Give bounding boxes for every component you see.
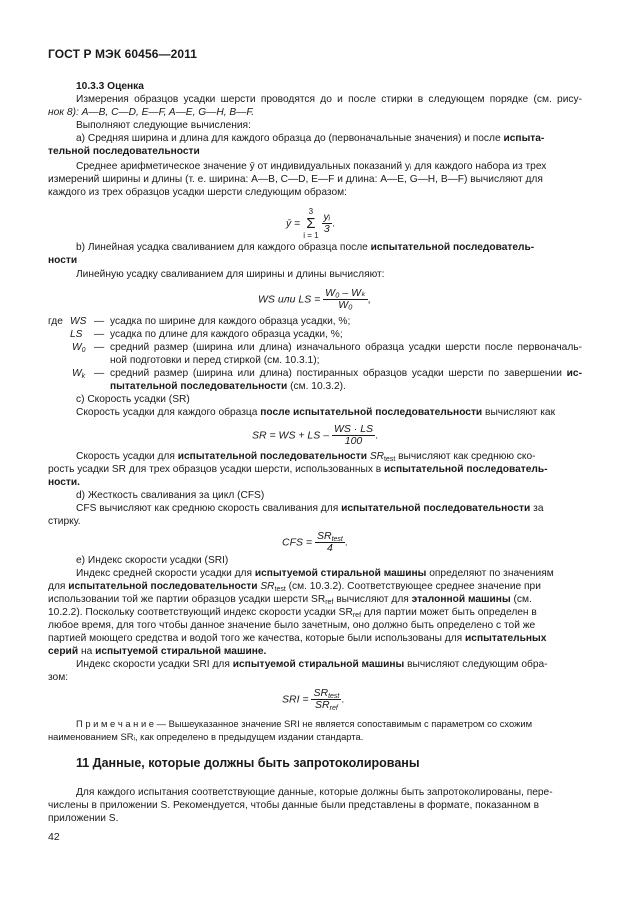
section-11-heading: 11 Данные, которые должны быть запротоколированы	[76, 756, 420, 770]
paragraph: любое время, для того чтобы данное значение было зачетным, оно должно быть определено с той же	[48, 620, 536, 631]
paragraph: партией моющего средства и водой того же качества, которые были использованы для испытательных	[48, 633, 547, 644]
paragraph: Индекс скорости усадки SRI для испытуемой стиральной машины вычисляют следующим обра-	[76, 659, 548, 670]
def-text: ной подготовки и перед стиркой (см. 10.3.1);	[110, 355, 320, 366]
def-dash: —	[94, 368, 105, 379]
paragraph: зом:	[48, 672, 69, 683]
formula-sr: SR = WS + LS – $\frac{WS \cdot LS}{100}$ .	[252, 423, 378, 447]
paragraph: Индекс средней скорости усадки для испытуемой стиральной машины определяют по значениям	[76, 568, 554, 579]
paragraph: приложении S.	[48, 813, 119, 824]
intro-line: Измерения образцов усадки шерсти проводятся до и после стирки в следующем порядке (см. рису-	[76, 94, 582, 105]
item-c: c) Скорость усадки (SR)	[76, 394, 190, 405]
def-text: средний размер (ширина или длина) изначального образца усадки шерсти после первоначаль-	[110, 342, 582, 353]
item-b: b) Линейная усадка сваливанием для каждого образца после испытательной последователь-	[76, 242, 535, 253]
def-text: усадка по длине для каждого образца усадки, %;	[110, 329, 343, 340]
paragraph: Для каждого испытания соответствующие данные, которые должны быть запротоколированы, пере-	[76, 787, 553, 798]
paragraph: Скорость усадки для каждого образца после испытательной последовательности вычисляют как	[76, 407, 556, 418]
formula-sri: SRI = $\frac{SR_{test}}{SR_{ref}}$ .	[282, 687, 345, 712]
def-dash: —	[94, 342, 105, 353]
formula-ls: WS или LS = $\frac{\text{W₀ – Wₖ}}{\text{W₀}}$ ,	[258, 287, 371, 311]
def-text: средний размер (ширина или длина) постиранных образцов усадки шерсти по завершении ис-	[110, 368, 582, 379]
where-label: где	[48, 316, 63, 327]
paragraph: ности.	[48, 477, 80, 488]
section-heading: 10.3.3 Оценка	[76, 81, 144, 92]
item-a-cont: тельной последовательности	[48, 146, 200, 157]
item-d: d) Жесткость сваливания за цикл (CFS)	[76, 490, 265, 501]
document-header: ГОСТ Р МЭК 60456—2011	[48, 47, 198, 61]
mean-paragraph: Среднее арифметическое значение ȳ от индивидуальных показаний yᵢ для каждого набора из трех	[76, 161, 547, 172]
item-b-cont: ности	[48, 255, 78, 266]
def-text: пытательной последовательности (см. 10.3.2).	[110, 381, 346, 392]
note: наименованием SRᵢ, как определено в предыдущем издании стандарта.	[48, 731, 364, 742]
def-dash: —	[94, 329, 105, 340]
mean-paragraph: измерений ширины и длины (т. е. ширина: A—B, C—D, E—F и длина: A—E, G—H, B—F) вычисляют для	[48, 174, 543, 185]
paragraph: Линейную усадку сваливанием для ширины и длины вычисляют:	[76, 269, 385, 280]
paragraph: 10.2.2). Поскольку соответствующий индекс скорости усадки $SR_{ref}$ для партии может быть определен в	[48, 607, 537, 619]
paragraph: рость усадки SR для трех образцов усадки шерсти, использованных в испытательной последователь-	[48, 464, 548, 475]
def-symbol: LS	[70, 329, 83, 340]
intro-line: нок 8): A—B, C—D, E—F, A—E, G—H, B—F.	[48, 107, 255, 118]
def-symbol: $W_0$	[72, 342, 86, 354]
paragraph: для испытательной последовательности $SR_{test}$ (см. 10.3.2). Соответствующее среднее значение при	[48, 581, 541, 593]
paragraph: Скорость усадки для испытательной последовательности $SR_{test}$ вычисляют как среднюю ско-	[76, 451, 536, 463]
def-dash: —	[94, 316, 105, 327]
paragraph: серий на испытуемой стиральной машине.	[48, 646, 267, 657]
formula-cfs: CFS = $\frac{SR_{test}}{4}$ .	[282, 530, 348, 554]
formula-mean: ȳ = 3 Σ i = 1 $\frac{\text{yᵢ}}{3}$ .	[286, 207, 335, 240]
def-symbol: WS	[70, 316, 87, 327]
paragraph: использовании той же партии образцов усадки шерсти $SR_{ref}$ вычисляют для эталонной машины (см.	[48, 594, 532, 606]
item-a: а) Средняя ширина и длина для каждого образца до (первоначальные значения) и после испыта-	[76, 133, 545, 144]
def-text: усадка по ширине для каждого образца усадки, %;	[110, 316, 351, 327]
page-number: 42	[48, 831, 60, 843]
def-symbol: $W_k$	[72, 368, 86, 380]
paragraph: стирку.	[48, 516, 81, 527]
paragraph: CFS вычисляют как среднюю скорость сваливания для испытательной последовательности за	[76, 503, 544, 514]
paragraph: числены в приложении S. Рекомендуется, чтобы данные были представлены в формате, показанном в	[48, 800, 540, 811]
note: П р и м е ч а н и е — Вышеуказанное значение SRI не является сопоставимым с параметром со схожим	[76, 718, 533, 729]
paragraph: Выполняют следующие вычисления:	[76, 120, 251, 131]
item-e: e) Индекс скорости усадки (SRI)	[76, 555, 229, 566]
mean-paragraph: каждого из трех образцов усадки шерсти следующим образом:	[48, 187, 347, 198]
